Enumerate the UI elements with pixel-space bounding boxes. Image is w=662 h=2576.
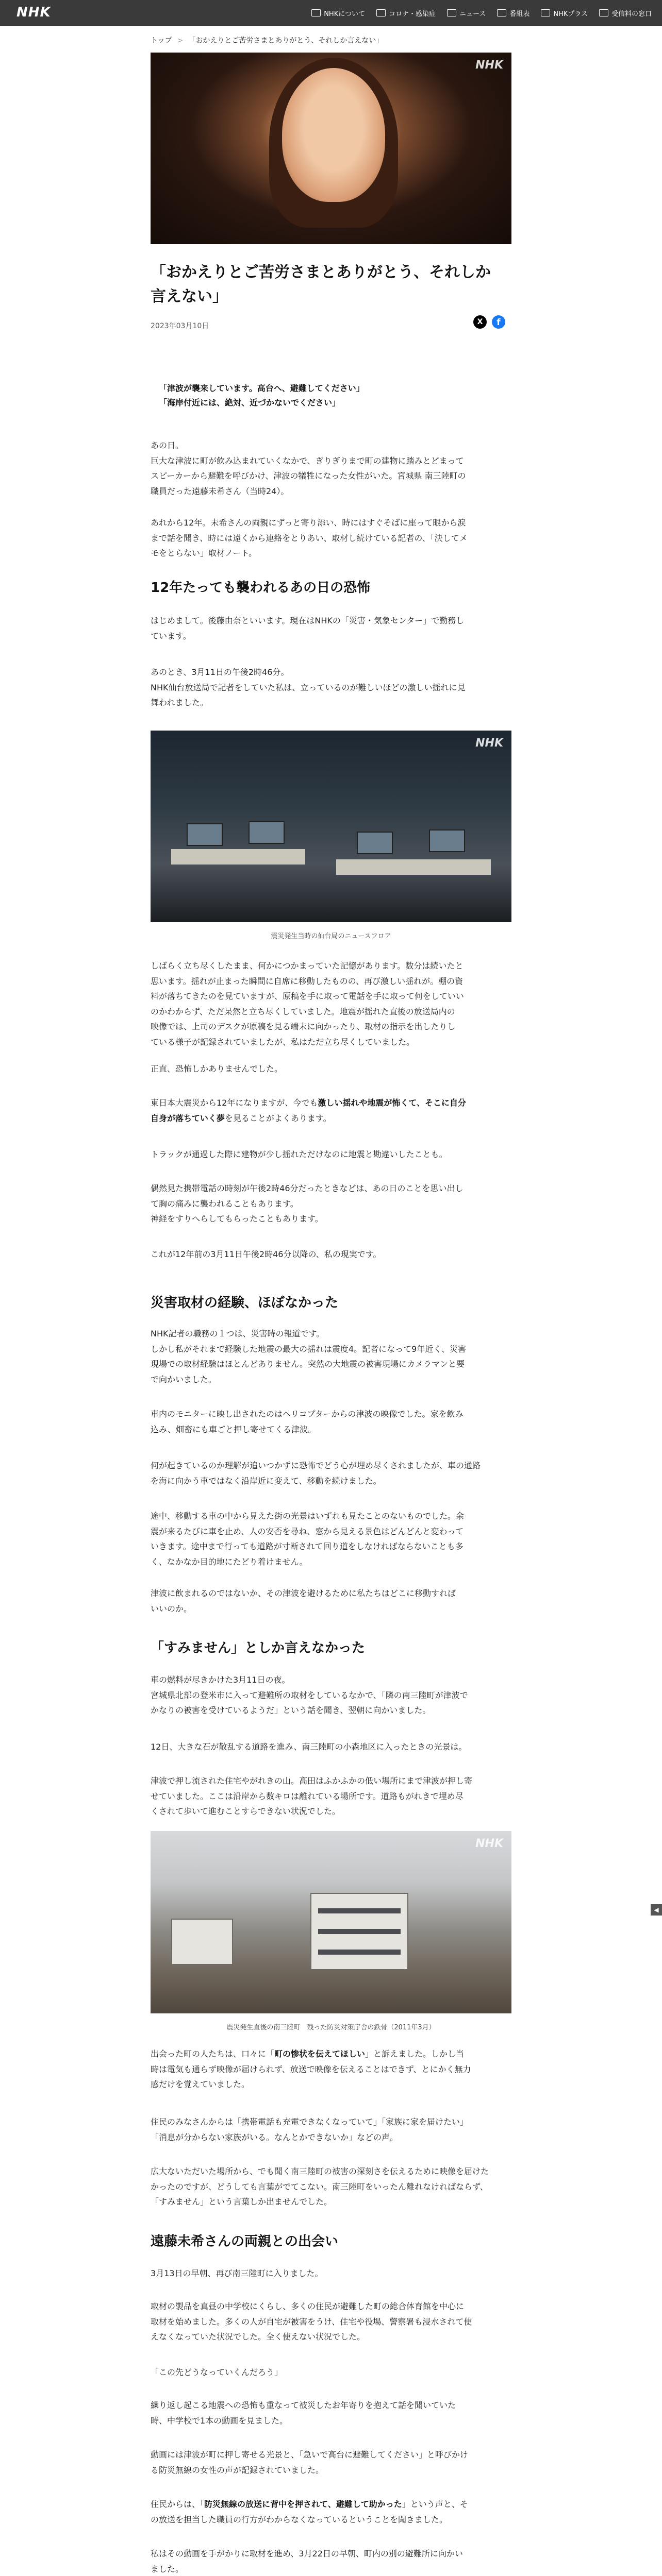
paragraph <box>151 2398 511 2428</box>
text-line: あの日。 <box>151 440 184 450</box>
photo-caption: 震災発生当時の仙台局のニュースフロア <box>271 933 391 940</box>
section-heading: 「すみません」としか言えなかった <box>151 1640 366 1656</box>
text-line: 取材の製品を真昼の中学校にくらし、多くの住民が避難した町の総合体育館を中心に <box>151 2301 465 2311</box>
text-line: 広大ないただいた場所から、でも聞く南三陸町の被害の深刻さを伝えるために映像を届けた <box>151 2166 489 2176</box>
paragraph <box>151 1247 511 1262</box>
text-line: 津波に飲まれるのではないか、その津波を避けるために私たちはどこに移動すれば <box>151 1588 456 1598</box>
text-line: 「すみません」という言葉しか出ませんでした。 <box>151 2197 333 2207</box>
text-line: NHK仙台放送局で記者をしていた私は、立っているのが難しいほどの激しい揺れに見 <box>151 682 466 692</box>
text-line: しばらく立ち尽くしたまま、何かにつかまっていた記憶があります。数分は続いたと <box>151 961 464 971</box>
text-line: スピーカーから避難を呼びかけ、津波の犠牲になった女性がいた。宮城県 南三陸町の <box>151 471 466 481</box>
paragraph <box>151 2266 511 2281</box>
text-line: 何が起きているのか理解が追いつかずに恐怖でどう心が埋め尽くされましたが、車の通路 <box>151 1461 481 1470</box>
text-line: 感だけを覚えていました。 <box>151 2079 250 2090</box>
text-line: く、なかなか目的地にたどり着けません。 <box>151 1556 308 1567</box>
text-line: 車内のモニターに映し出されたのはヘリコプターからの津波の映像でした。家を飲み <box>151 1409 464 1419</box>
emphasis: 町の惨状を伝えてほしい <box>274 2049 366 2059</box>
paragraph <box>151 2046 511 2092</box>
text-line: の放送を担当した職員の行方がわからなくなっているということを聞きました。 <box>151 2514 448 2524</box>
text-line: 「この先どうなっていくんだろう」 <box>151 2367 283 2377</box>
paragraph <box>151 665 511 710</box>
text-line: しかし私がそれまで経験した地震の最大の揺れは震度4。記者になって9年近く、災害 <box>151 1344 467 1354</box>
text-line: 12日、大きな石が散乱する道路を進み、南三陸町の小森地区に入ったときの光景は。 <box>151 1742 467 1752</box>
text-line: NHK記者の職務の１つは、災害時の報道です。 <box>151 1329 325 1338</box>
lead-line: 「海岸付近には、絶対、近づかないでください」 <box>159 398 341 408</box>
paragraph <box>151 1773 511 1819</box>
text-line: 3月13日の早朝、再び南三陸町に入りました。 <box>151 2268 323 2278</box>
breadcrumb-current: 「おかえりとご苦労さまとありがとう、それしか言えない」 <box>188 37 384 45</box>
text-line <box>151 2497 511 2512</box>
text-line: 職員だった遠藤未希さん（当時24）。 <box>151 486 289 496</box>
watermark: NHK <box>475 59 503 72</box>
text-run: 出会った町の人たちは、口々に「 <box>151 2049 275 2059</box>
title-line: 言えない」 <box>151 287 228 306</box>
breadcrumb-home[interactable]: トップ <box>151 37 172 45</box>
paragraph <box>151 613 511 643</box>
paragraph <box>151 1406 511 1437</box>
nav-label: 番組表 <box>509 10 530 18</box>
monitor-shape <box>187 823 223 846</box>
nav-item-about[interactable] <box>311 8 365 18</box>
monitor-shape <box>249 821 285 844</box>
paragraph <box>151 2546 511 2576</box>
emphasis: 防災無線の放送に背中を押されて、避難して助かった <box>204 2499 402 2509</box>
paragraph <box>151 1586 511 1616</box>
text-line: 映像では、上司のデスクが原稿を見る端末に向かったり、取材の指示を出したりし <box>151 1022 456 1032</box>
devastation-photo <box>151 1831 511 2013</box>
nav-label: 受信料の窓口 <box>611 10 652 18</box>
text-line: あのとき、3月11日の午後2時46分。 <box>151 667 289 677</box>
plus-icon <box>541 9 550 16</box>
text-line <box>151 1111 511 1126</box>
paragraph <box>151 1326 511 1387</box>
text-line: 時、中学校で1本の動画を見ました。 <box>151 2415 288 2426</box>
text-line: 時は電気も通らず映像が届けられず、放送で映像を伝えることはできず、とにかく無力 <box>151 2064 471 2074</box>
desk-shape <box>171 849 305 865</box>
text-line: 車の燃料が尽きかけた3月11日の夜。 <box>151 1675 290 1685</box>
watermark: NHK <box>475 1837 503 1850</box>
desk-shape <box>336 859 491 875</box>
text-line: て胸の痛みに襲われることもあります。 <box>151 1198 299 1209</box>
text-line: かなりの被害を受けているようだ」という話を聞き、翌朝に向かいました。 <box>151 1705 431 1716</box>
paragraph <box>151 1181 511 1227</box>
nav-item-covid[interactable] <box>376 8 436 18</box>
text-line: 「消息が分からない家族がいる。なんとかできないか」などの声。 <box>151 2132 399 2142</box>
text-line <box>151 1095 511 1111</box>
text-line: これが12年前の3月11日午後2時46分以降の、私の現実です。 <box>151 1249 382 1259</box>
scroll-tab-icon[interactable]: ◀ <box>651 1904 662 1916</box>
text-line: 正直、恐怖しかありませんでした。 <box>151 1064 283 1074</box>
publish-date: 2023年03月10日 <box>151 322 209 330</box>
text-line: 思います。揺れが止まった瞬間に自席に移動したものの、再び激しい揺れが。棚の資 <box>151 976 464 986</box>
text-run: 東日本大震災から12年になりますが、今でも <box>151 1098 318 1108</box>
nav-item-news[interactable] <box>447 8 486 18</box>
text-line: 住民のみなさんからは「携帯電話も充電できなくなっていて」「家族に家を届けたい」 <box>151 2117 469 2127</box>
paragraph <box>151 2497 511 2527</box>
paragraph <box>151 1147 511 1162</box>
text-line: で向かいました。 <box>151 1374 217 1384</box>
text-line: いきます。途中まで行っても道路が寸断されて回り道をしなければならないことも多 <box>151 1541 464 1552</box>
monitor-shape <box>357 832 393 854</box>
paragraph <box>151 2114 511 2145</box>
breadcrumb-separator: > <box>177 37 184 45</box>
paragraph <box>151 1672 511 1718</box>
text-line: 込み、畑畜にも車ごと押し寄せてくる津波。 <box>151 1424 316 1434</box>
emphasis: 自身が落ちていく夢 <box>151 1113 225 1123</box>
paragraph <box>151 958 511 1050</box>
nav-item-schedule[interactable] <box>497 8 529 18</box>
text-line: 津波で押し流された住宅やがれきの山。高田はふかふかの低い場所にまで津波が押し寄 <box>151 1776 473 1786</box>
paragraph <box>151 1509 511 1569</box>
text-line: 料が落ちてきたのを見ていますが、原稿を手に取って電話を手に取って何をしていい <box>151 991 464 1002</box>
watermark: NHK <box>475 737 503 750</box>
nav-label: NHKプラス <box>553 10 588 18</box>
text-line: のかわからず、ただ呆然と立ち尽くしていました。地震が揺れた直後の放送局内の <box>151 1006 455 1016</box>
lead-quote <box>159 381 365 410</box>
hero-face <box>282 68 385 202</box>
text-line: 舞われました。 <box>151 698 209 708</box>
text-line: 私はその動画を手がかりに取材を進め、3月22日の早朝、町内の別の避難所に向かい <box>151 2549 463 2558</box>
tv-icon <box>497 9 506 16</box>
global-nav <box>311 0 652 26</box>
paragraph <box>151 2365 511 2380</box>
photo-caption: 震災発生直後の南三陸町 残った防災対策庁舎の鉄骨（2011年3月） <box>226 2024 436 2031</box>
section-heading: 12年たっても襲われるあの日の恐怖 <box>151 580 371 596</box>
text-line: 偶然見た携帯電話の時刻が午後2時46分だったときなどは、あの日のことを思い出し <box>151 1183 464 1193</box>
covid-icon <box>376 9 386 16</box>
text-line: 宮城県北部の登米市に入って避難所の取材をしているなかで、「隣の南三陸町が津波で <box>151 1690 468 1700</box>
text-line: ています。 <box>151 631 191 641</box>
nav-item-plus[interactable] <box>541 8 588 18</box>
text-line: 取材を始めました。多くの人が自宅が被害をうけ、住宅や役場、警察署も浸水されて使 <box>151 2316 472 2327</box>
text-line: トラックが通過した際に建物が少し揺れただけなのに地震と勘違いしたことも。 <box>151 1149 448 1159</box>
text-line: えなくなっていた状況でした。全く使えない状況でした。 <box>151 2332 366 2342</box>
paragraph <box>151 1458 511 1488</box>
text-line: ている様子が記録されていましたが、私はただ立ち尽くしていました。 <box>151 1037 415 1047</box>
text-run: を見ることがよくあります。 <box>224 1113 332 1123</box>
text-line: 繰り返し起こる地震への恐怖も重なって被災したお年寄りを抱えて話を聞いていた <box>151 2400 456 2410</box>
paragraph <box>151 1061 511 1077</box>
text-line: モをとらない」取材ノート。 <box>151 548 257 558</box>
nav-label: コロナ・感染症 <box>388 10 436 18</box>
text-line: あれから12年。未希さんの両親にずっと寄り添い、時にはすぐそばに座って眼から涙 <box>151 518 466 528</box>
article-title <box>151 261 511 309</box>
paragraph-intro-2 <box>151 515 511 561</box>
nav-label: ニュース <box>459 10 486 18</box>
text-line <box>151 2046 511 2062</box>
info-icon <box>311 9 321 16</box>
text-line: る防災無線の女性の声が記録されていました。 <box>151 2465 324 2475</box>
paragraph <box>151 2299 511 2345</box>
breadcrumb <box>151 35 383 45</box>
text-line: 巨大な津波に町が飲み込まれていくなかで、ぎりぎりまで町の建物に踏みとどまって <box>151 455 464 466</box>
text-run: 住民からは、「 <box>151 2499 205 2509</box>
site-header <box>0 0 662 26</box>
text-line: せていました。ここは沿岸から数キロは離れている場所です。道路もがれきで埋め尽 <box>151 1791 464 1801</box>
window-shape <box>318 1929 401 1934</box>
lead-line: 「津波が襲来しています。高台へ、避難してください」 <box>159 383 365 393</box>
contract-icon <box>599 9 608 16</box>
text-line: まで話を聞き、時には遠くから連絡をとりあい、取材し続けている記者の、「決してメ <box>151 533 468 543</box>
nav-label: NHKについて <box>324 10 365 18</box>
emphasis: 激しい揺れや地震が怖くて、そこに自分 <box>318 1098 467 1108</box>
section-heading: 遠藤未希さんの両親との出会い <box>151 2234 339 2249</box>
text-line: かったのですが、どうしても言葉がでてこない。南三陸町をいったん離れなければならず、 <box>151 2181 488 2192</box>
paragraph <box>151 1095 511 1126</box>
hero-image <box>151 53 511 244</box>
building-shape <box>171 1919 233 1965</box>
text-line: くされて歩いて進むことすらできない状況でした。 <box>151 1806 340 1817</box>
text-line: 現場での取材経験はほとんどありません。突然の大地震の被害現場にカメラマンと要 <box>151 1359 465 1369</box>
text-line: 途中、移動する車の中から見えた街の光景はいずれも見たことのないものでした。余 <box>151 1511 465 1521</box>
text-line: 神経をすりへらしてもらったこともあります。 <box>151 1214 323 1224</box>
news-icon <box>447 9 456 16</box>
nhk-logo[interactable]: NHK <box>16 5 51 20</box>
newsroom-photo <box>151 731 511 922</box>
paragraph <box>151 1739 511 1755</box>
text-line: を海に向かう車ではなく沿岸近に変えて、移動を続けました。 <box>151 1476 382 1486</box>
share-facebook-button[interactable]: f <box>492 315 505 329</box>
paragraph <box>151 2447 511 2478</box>
share-x-button[interactable]: X <box>473 315 487 329</box>
share-buttons <box>473 315 505 329</box>
text-run: 」という声と、そ <box>402 2499 468 2509</box>
window-shape <box>318 1908 401 1913</box>
text-line: はじめまして。後藤由奈といいます。現在はNHKの「災害・気象センター」で勤務し <box>151 616 465 625</box>
window-shape <box>318 1950 401 1955</box>
monitor-shape <box>429 829 465 852</box>
text-line: ました。 <box>151 2564 184 2574</box>
paragraph-intro <box>151 438 511 499</box>
text-run: 」と訴えました。しかし当 <box>365 2049 465 2059</box>
paragraph <box>151 2164 511 2210</box>
nav-item-fee[interactable] <box>599 8 652 18</box>
text-line: 動画には津波が町に押し寄せる光景と、「急いで高台に避難してください」と呼びかけ <box>151 2450 469 2460</box>
title-line: 「おかえりとご苦労さまとありがとう、それしか <box>151 263 491 281</box>
section-heading: 災害取材の経験、ほぼなかった <box>151 1295 339 1311</box>
text-line: 震が来るたびに車を止め、人の安否を尋ね、窓から見える景色はどんどんと変わって <box>151 1526 464 1536</box>
text-line: いいのか。 <box>151 1603 192 1614</box>
